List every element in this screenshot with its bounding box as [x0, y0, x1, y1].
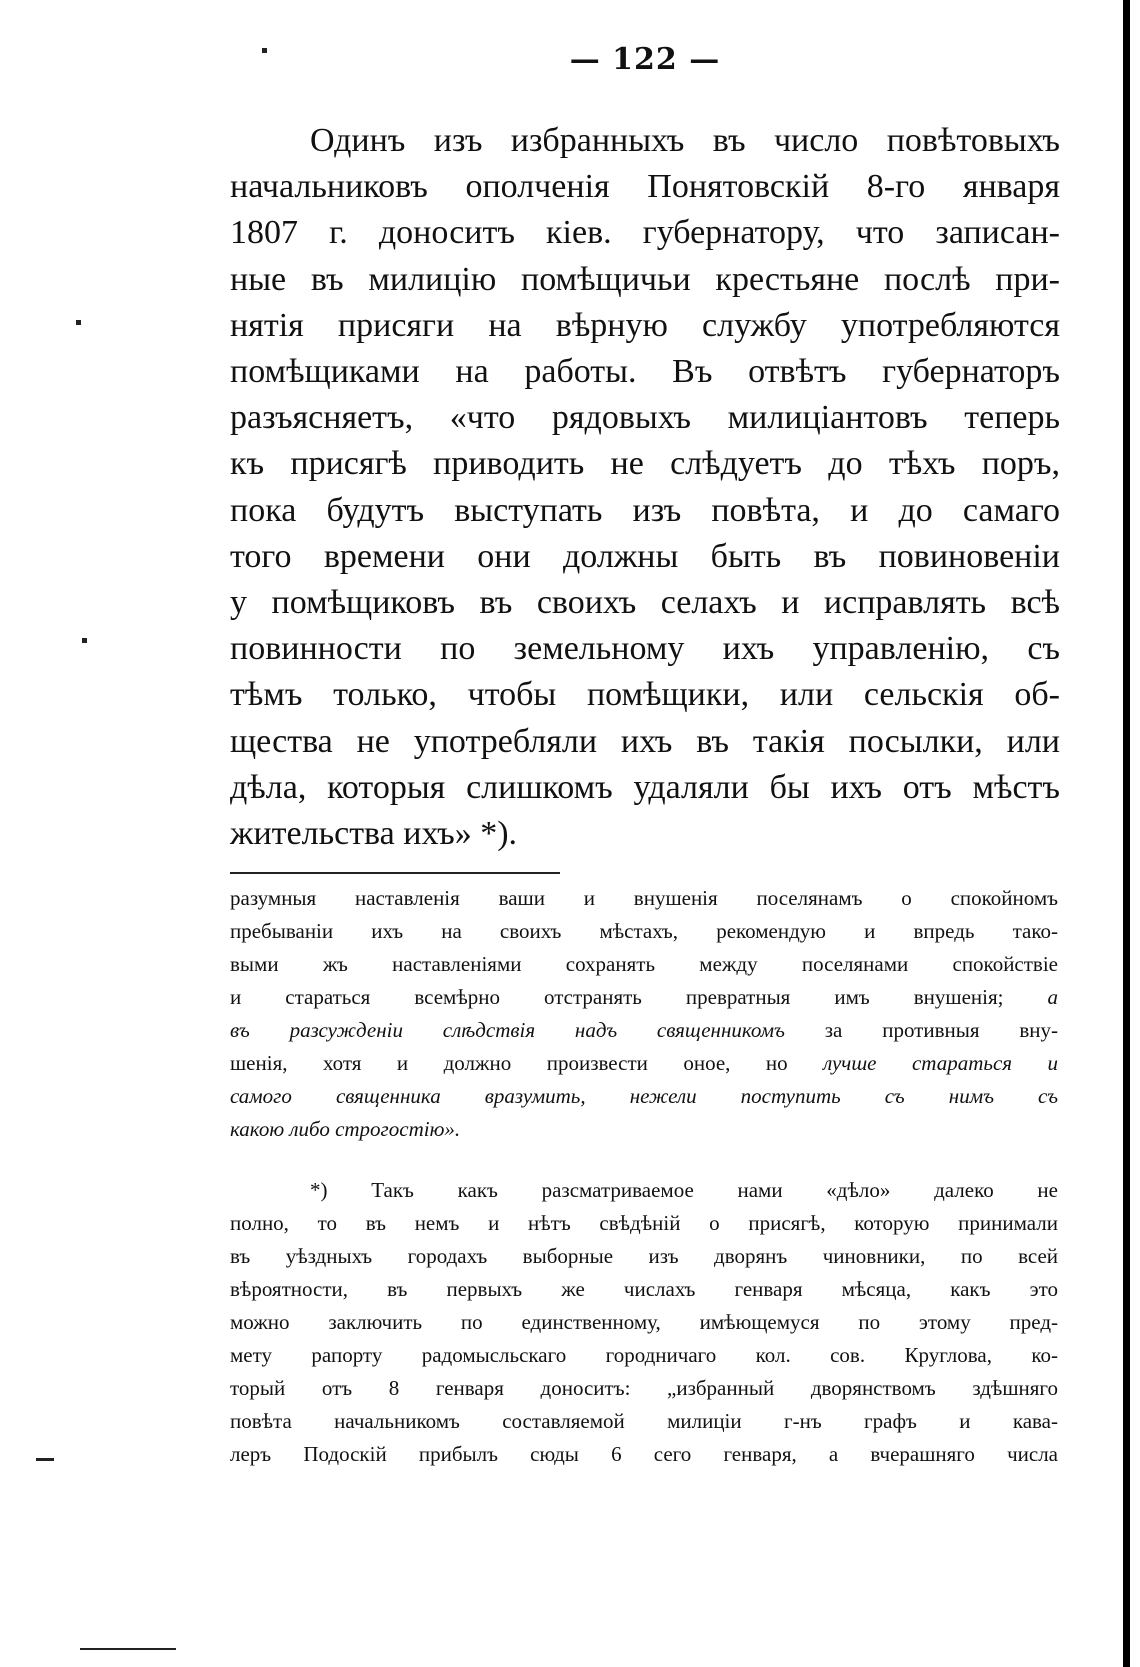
footnote-line: торый отъ 8 генваря доноситъ: „избранный дворянствомъ здѣшняго: [230, 1376, 1058, 1400]
text-line: Одинъ изъ избранныхъ въ число повѣтовыхъ: [310, 122, 1060, 159]
footnote-line: повѣта начальникомъ составляемой милиціи г-нъ графъ и кава-: [230, 1409, 1058, 1433]
text-line: щества не употребляли ихъ въ такія посылки, или: [230, 722, 1060, 760]
footnote-segment: за противныя вну-: [824, 1018, 1059, 1042]
footnote-line: вѣроятности, въ первыхъ же числахъ генваря мѣсяца, какъ это: [230, 1277, 1058, 1301]
footnote-line-italic: какою либо строгостію».: [230, 1117, 461, 1141]
main-paragraph: [230, 118, 1060, 857]
footnote-line-mixed: [230, 1014, 1058, 1047]
footnote-segment: шенія, хотя и должно произвести оное, но: [230, 1051, 788, 1075]
text-line: повинности по земельному ихъ управленію, съ: [230, 630, 1060, 668]
text-line: у помѣщиковъ въ своихъ селахъ и исправлять всѣ: [230, 584, 1060, 622]
text-line: ные въ милицію помѣщичьи крестьяне послѣ при-: [230, 260, 1060, 298]
footnote-line-mixed: [230, 981, 1058, 1014]
text-line: 1807 г. доноситъ кіев. губернатору, что записан-: [230, 214, 1060, 252]
footnote-line: разумныя наставленія ваши и внушенія поселянамъ о спокойномъ: [230, 886, 1058, 910]
text-line: къ присягѣ приводить не слѣдуетъ до тѣхъ поръ,: [230, 445, 1060, 483]
footnote-line: мету рапорту радомысльскаго городничаго кол. сов. Круглова, ко-: [230, 1343, 1058, 1367]
page-number: — 122 —: [569, 42, 721, 77]
footnote-italic-segment: лучше стараться и: [823, 1051, 1058, 1075]
scan-mark-bottom-left: [80, 1648, 176, 1650]
text-line: нятія присяги на вѣрную службу употребляются: [230, 306, 1060, 344]
page-edge-border: [1123, 0, 1130, 1667]
footnote-line: можно заключить по единственному, имѣющемуся по этому пред-: [230, 1310, 1058, 1334]
footnote-italic-segment: а: [1047, 985, 1059, 1009]
footnote-italic-segment: въ разсужденіи слѣдствія надъ священникомъ: [230, 1018, 785, 1042]
footnote-line: въ уѣздныхъ городахъ выборные изъ дворянъ чиновники, по всей: [230, 1244, 1058, 1268]
footnote-line: полно, то въ немъ и нѣтъ свѣдѣній о присягѣ, которую принимали: [230, 1211, 1058, 1235]
text-line: помѣщиками на работы. Въ отвѣтъ губернаторъ: [230, 353, 1060, 391]
scan-speck-left-margin-2: [82, 638, 87, 643]
text-line: разъясняетъ, «что рядовыхъ милиціантовъ теперь: [230, 399, 1060, 437]
footnote-line: леръ Подоскій прибылъ сюды 6 сего генваря, а вчерашняго числа: [230, 1442, 1058, 1466]
footnote-segment: и стараться всемѣрно отстранять превратныя имъ внушенія;: [230, 985, 1004, 1009]
footnote-line: *) Такъ какъ разсматриваемое нами «дѣло» далеко не: [310, 1178, 1058, 1202]
text-line: дѣла, которыя слишкомъ удаляли бы ихъ отъ мѣстъ: [230, 768, 1060, 806]
text-line: начальниковъ ополченія Понятовскій 8-го января: [230, 168, 1060, 206]
footnote-italic-segment: нежели поступить съ нимъ съ: [629, 1084, 1059, 1108]
footnote-italic-segment: самого священника вразумить,: [230, 1084, 586, 1108]
footnote-line: выми жъ наставленіями сохранять между поселянами спокойствіе: [230, 952, 1058, 976]
footnote-line-italic: [230, 1080, 1058, 1113]
footnote-separator: [230, 872, 560, 874]
footnote-star: [230, 1174, 1058, 1471]
text-line: пока будутъ выступать изъ повѣта, и до самаго: [230, 491, 1060, 529]
text-line: тѣмъ только, чтобы помѣщики, или сельскія об-: [230, 676, 1060, 714]
footnote-line-mixed: [230, 1047, 1058, 1080]
scan-speck-left-margin: [76, 320, 81, 325]
text-line: того времени они должны быть въ повиновеніи: [230, 537, 1060, 575]
text-line-last: жительства ихъ» *).: [230, 815, 518, 853]
footnote-line: пребываніи ихъ на своихъ мѣстахъ, рекомендую и впредь тако-: [230, 919, 1058, 943]
scan-mark-left-dash: [36, 1458, 54, 1461]
footnote-continuation: [230, 882, 1058, 1146]
